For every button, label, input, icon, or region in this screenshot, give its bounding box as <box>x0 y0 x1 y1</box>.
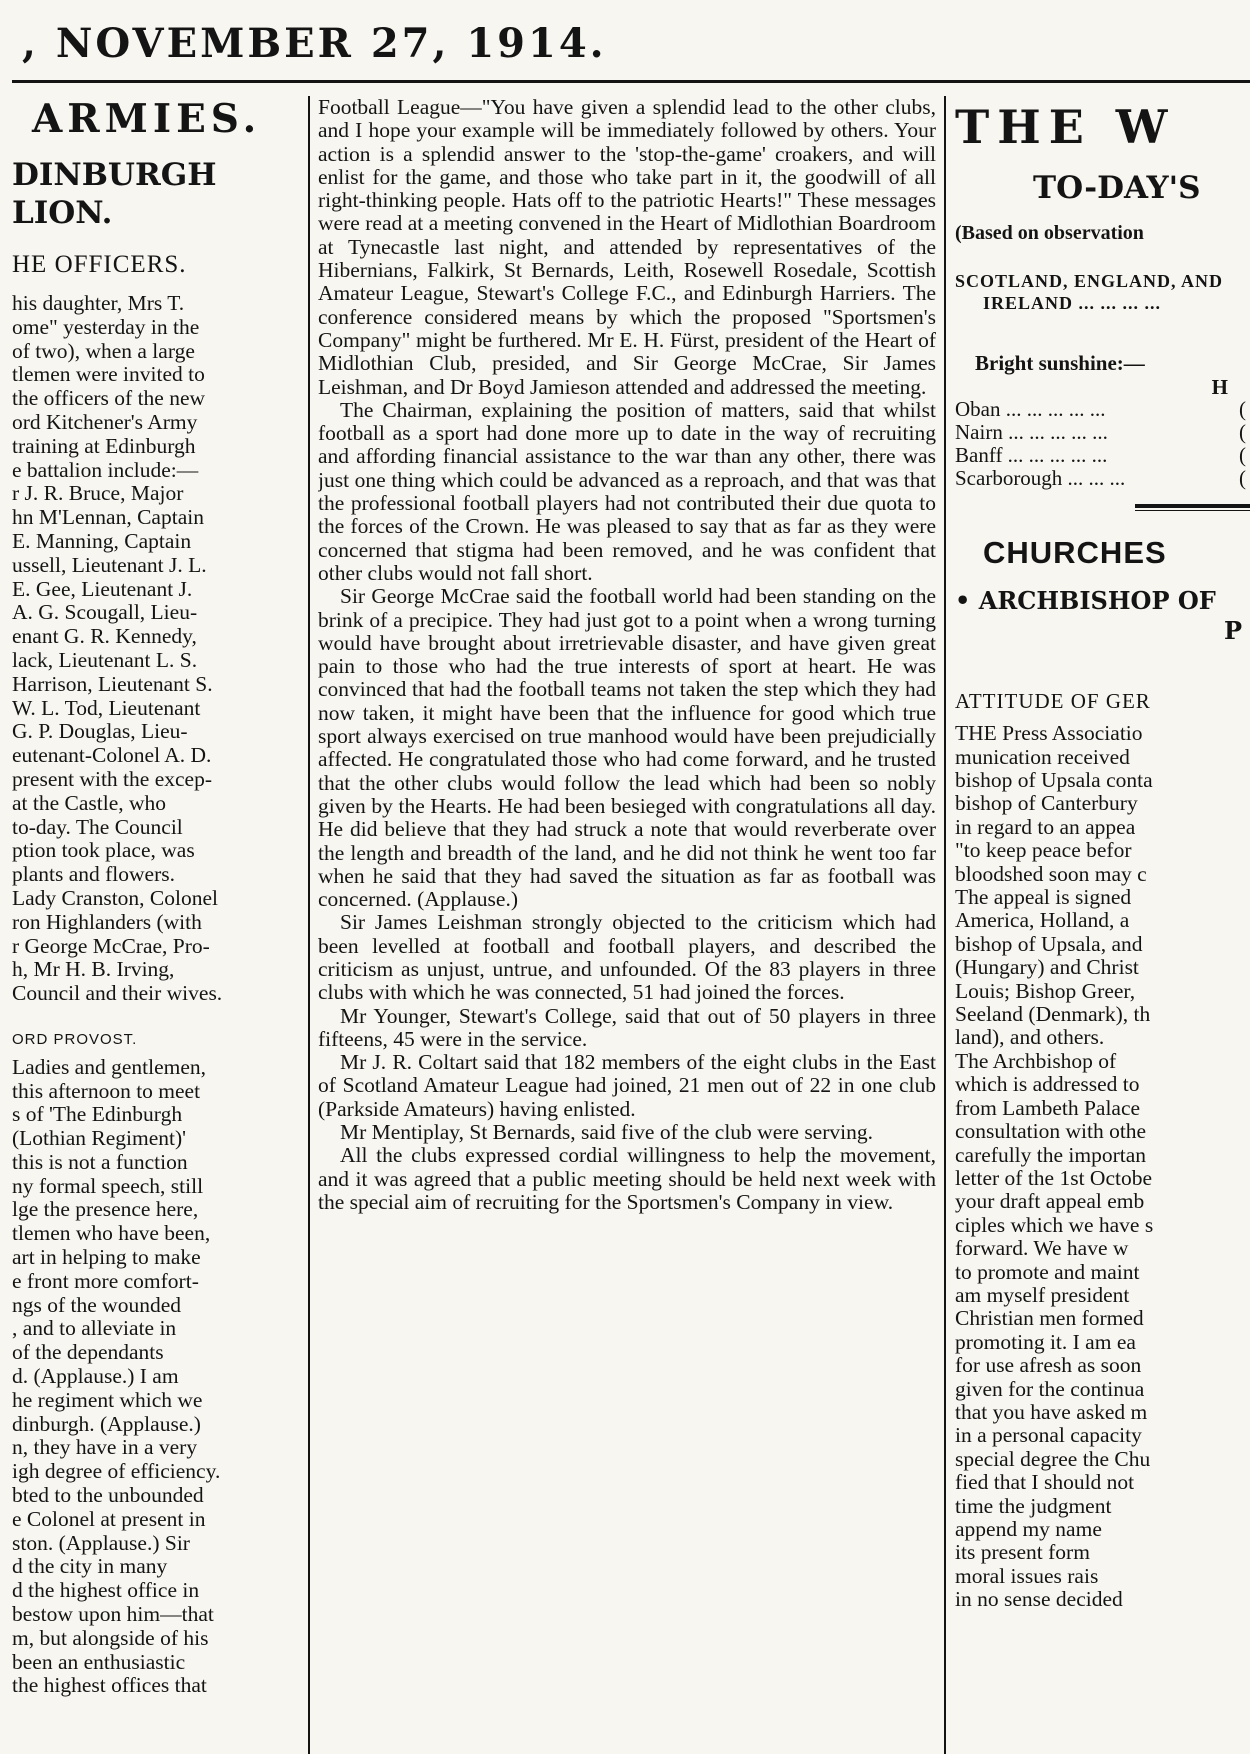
text-line: that you have asked m <box>955 1400 1148 1424</box>
text-line: this afternoon to meet <box>12 1079 201 1103</box>
text-line: bishop of Upsala conta <box>955 769 1153 792</box>
text-line: bted to the unbounded <box>12 1484 204 1508</box>
text-line: "to keep peace befor <box>955 839 1132 863</box>
text-line: carefully the importan <box>955 1143 1147 1167</box>
text-line: Lady Cranston, Colonel <box>12 886 219 910</box>
text-line: Council and their wives. <box>12 982 223 1006</box>
station-value: ( <box>1239 396 1246 421</box>
text-line: fied that I should not <box>955 1471 1135 1495</box>
lord-provost-subhead: ORD PROVOST. <box>12 1030 138 1048</box>
text-line: G. P. Douglas, Lieu- <box>12 720 188 744</box>
text-line: its present form <box>955 1541 1090 1565</box>
weather-station-row <box>955 421 1250 444</box>
header-rule <box>12 80 1250 83</box>
text-line: ny formal speech, still <box>12 1174 204 1198</box>
text-line: land), and others. <box>955 1026 1105 1050</box>
text-line: to promote and maint <box>955 1260 1140 1284</box>
station-name: Banff ... ... ... ... ... <box>955 443 1108 467</box>
article-paragraph: Mr Younger, Stewart's College, said that out of 50 players in three fifteens, 45 were in the service. <box>318 1003 936 1051</box>
text-line: igh degree of efficiency. <box>12 1460 221 1484</box>
text-line: which is addressed to <box>955 1073 1140 1097</box>
article-paragraph: The Chairman, explaining the position of matters, said that whilst football as a sport had done more up to date in the way of recruiting and affording financial assistance to the war than any other, there was just one thing which could be advanced as a reproach, and that was that the professional football players had not contributed their due quota to the forces of the Crown. He was pleased to say that as far as they were concerned that stigma had been removed, and he was confident that other clubs would not fall short. <box>318 397 936 585</box>
text-line: m, but alongside of his <box>12 1626 209 1650</box>
weather-headline: THE W <box>955 100 1176 154</box>
article-paragraph: Sir George McCrae said the football world had been standing on the brink of a precipice. They had just got to a point when a wrong turning would have brought about irretrievable disaster, and have given great pain to those who had the true interests of sport at heart. He was convinced that had the football teams not taken the step which they had now taken, it might have been that the influence for good which true sport always exercised on true manhood would have been prejudicially affected. He congratulated those who had come forward, and he trusted that the other clubs would follow the lead which had been so nobly given by the Hearts. He had been besieged with congratulations all day. He did believe that they had struck a note that would reverberate over the length and breadth of the land, and he did not think he went too far when he said that they had saved the situation as far as football was concerned. (Applause.) <box>318 584 936 912</box>
masthead <box>0 0 1250 84</box>
article-paragraph: Mr Mentiplay, St Bernards, said five of the club were serving. <box>340 1120 873 1145</box>
text-line: ption took place, was <box>12 839 195 863</box>
text-line: he regiment which we <box>12 1388 203 1412</box>
text-line: The appeal is signed <box>955 886 1132 910</box>
text-line: h, Mr H. B. Irving, <box>12 958 175 982</box>
text-line: America, Holland, a <box>955 909 1130 933</box>
text-line: append my name <box>955 1518 1102 1541</box>
text-line: , and to alleviate in <box>12 1317 177 1341</box>
column-armies <box>12 96 302 1754</box>
text-line: munication received <box>955 745 1130 769</box>
text-line: (Hungary) and Christ <box>955 956 1139 980</box>
text-line: Christian men formed <box>955 1307 1144 1331</box>
text-line: s of 'The Edinburgh <box>12 1103 183 1127</box>
text-line: from Lambeth Palace <box>955 1096 1141 1120</box>
station-value: ( <box>1239 419 1246 444</box>
text-line: in a personal capacity <box>955 1424 1142 1448</box>
text-line: e Colonel at present in <box>12 1507 206 1531</box>
text-line: bishop of Upsala, and <box>955 932 1143 956</box>
text-line: special degree the Chu <box>955 1447 1151 1471</box>
officers-article <box>12 292 302 1006</box>
text-line: at the Castle, who <box>12 791 167 815</box>
text-line: Harrison, Lieutenant S. <box>12 672 213 696</box>
text-line: in regard to an appea <box>955 815 1136 839</box>
text-line: r George McCrae, Pro- <box>12 934 210 958</box>
text-line: n, they have in a very <box>12 1436 198 1460</box>
text-line: e front more comfort- <box>12 1269 199 1293</box>
text-line: plants and flowers. <box>12 863 176 887</box>
armies-headline: ARMIES. <box>32 96 262 142</box>
text-line: to-day. The Council <box>12 815 183 839</box>
lord-provost-article <box>12 1056 302 1699</box>
text-line: the officers of the new <box>12 387 206 411</box>
weather-subhead: TO-DAY'S <box>1033 170 1201 206</box>
text-line: training at Edinburgh <box>12 434 196 458</box>
text-line: forward. We have w <box>955 1237 1129 1261</box>
text-line: lge the presence here, <box>12 1198 199 1222</box>
text-line: d. (Applause.) I am <box>12 1365 179 1389</box>
text-line: ciples which we have s <box>955 1213 1154 1237</box>
attitude-subhead: ATTITUDE OF GER <box>955 689 1151 714</box>
text-line: consultation with othe <box>955 1120 1147 1144</box>
text-line: am myself president <box>955 1283 1130 1307</box>
hours-column-label: H <box>1211 374 1228 399</box>
column-divider-1 <box>308 96 310 1754</box>
text-line: lack, Lieutenant L. S. <box>12 648 198 672</box>
text-line: d the highest office in <box>12 1579 200 1603</box>
text-line: of the dependants <box>12 1341 164 1365</box>
text-line: ston. (Applause.) Sir <box>12 1531 190 1555</box>
text-line: E. Manning, Captain <box>12 529 192 553</box>
text-line: this is not a function <box>12 1150 188 1174</box>
archbishop-headline: • ARCHBISHOP OF <box>955 586 1216 616</box>
text-line: in no sense decided <box>955 1588 1123 1612</box>
text-line: Ladies and gentlemen, <box>12 1055 207 1079</box>
text-line: ome" yesterday in the <box>12 315 200 339</box>
officers-subhead: HE OFFICERS. <box>12 251 187 278</box>
station-value: ( <box>1239 465 1246 490</box>
text-line: promoting it. I am ea <box>955 1330 1136 1354</box>
station-name: Nairn ... ... ... ... ... <box>955 420 1108 444</box>
text-line: time the judgment <box>955 1494 1112 1518</box>
text-line: present with the excep- <box>12 767 212 791</box>
text-line: THE Press Associatio <box>955 722 1143 746</box>
text-line: your draft appeal emb <box>955 1190 1145 1214</box>
weather-station-row <box>955 398 1250 421</box>
column-weather-churches <box>955 96 1250 1754</box>
text-line: enant G. R. Kennedy, <box>12 625 197 649</box>
text-line: ron Highlanders (with <box>12 910 202 934</box>
weather-station-row <box>955 444 1250 467</box>
text-line: eutenant-Colonel A. D. <box>12 744 212 768</box>
text-line: ussell, Lieutenant J. L. <box>12 553 207 577</box>
football-article <box>318 96 936 1214</box>
text-line: of two), when a large <box>12 339 195 363</box>
column-divider-2 <box>944 96 946 1754</box>
churches-headline: CHURCHES <box>983 534 1167 570</box>
station-name: Oban ... ... ... ... ... <box>955 397 1106 421</box>
text-line: bestow upon him—that <box>12 1603 214 1627</box>
article-paragraph: All the clubs expressed cordial willingness to help the movement, and it was agreed that a public meeting should be held next week with the special aim of recruiting for the Sportsmen's Company in view. <box>318 1143 936 1214</box>
column-football <box>318 96 936 1754</box>
text-line: dinburgh. (Applause.) <box>12 1412 201 1436</box>
text-line: art in helping to make <box>12 1246 201 1270</box>
weather-note: (Based on observation <box>955 222 1144 244</box>
text-line: ord Kitchener's Army <box>12 410 198 434</box>
weather-rule-thick <box>1135 504 1250 508</box>
text-line: (Lothian Regiment)' <box>12 1127 187 1151</box>
text-line: hn M'Lennan, Captain <box>12 506 204 530</box>
text-line: A. G. Scougall, Lieu- <box>12 601 198 625</box>
text-line: for use afresh as soon <box>955 1354 1142 1378</box>
article-paragraph: Mr J. R. Coltart said that 182 members of the eight clubs in the East of Scotland Amateur League had joined, 21 men out of 22 in one club (Parkside Amateurs) having enlisted. <box>318 1050 936 1121</box>
weather-region-line-2: IRELAND ... ... ... ... <box>983 292 1162 313</box>
edinburgh-headline: DINBURGH <box>12 157 217 193</box>
text-line: bloodshed soon may c <box>955 862 1147 886</box>
text-line: E. Gee, Lieutenant J. <box>12 577 193 601</box>
churches-article <box>955 722 1250 1611</box>
weather-region-line-1: SCOTLAND, ENGLAND, AND <box>955 270 1224 291</box>
weather-station-row <box>955 467 1250 490</box>
text-line: tlemen who have been, <box>12 1222 211 1246</box>
station-value: ( <box>1239 442 1246 467</box>
station-name: Scarborough ... ... ... <box>955 466 1126 490</box>
text-line: d the city in many <box>12 1555 168 1579</box>
text-line: his daughter, Mrs T. <box>12 292 185 315</box>
text-line: the highest offices that <box>12 1674 207 1698</box>
archbishop-subline: P <box>1223 616 1242 646</box>
text-line: bishop of Canterbury <box>955 792 1138 816</box>
weather-rule-thin <box>1135 510 1250 511</box>
text-line: r J. R. Bruce, Major <box>12 482 184 506</box>
text-line: letter of the 1st Octobe <box>955 1166 1153 1190</box>
text-line: The Archbishop of <box>955 1049 1117 1073</box>
text-line: e battalion include:— <box>12 458 199 482</box>
text-line: Seeland (Denmark), th <box>955 1003 1151 1027</box>
page-date-header: , NOVEMBER 27, 1914. <box>22 20 607 67</box>
text-line: W. L. Tod, Lieutenant <box>12 696 201 720</box>
text-line: moral issues rais <box>955 1564 1099 1588</box>
weather-station-table <box>955 398 1250 490</box>
text-line: ngs of the wounded <box>12 1293 181 1317</box>
article-paragraph: Sir James Leishman strongly objected to the criticism which had been levelled at football and football players, and described the criticism as unjust, untrue, and unfounded. Of the 83 players in three clubs with which he was connected, 51 had joined the forces. <box>318 910 936 1005</box>
text-line: Louis; Bishop Greer, <box>955 979 1136 1003</box>
text-line: tlemen were invited to <box>12 363 205 387</box>
text-line: been an enthusiastic <box>12 1650 186 1674</box>
bright-sunshine-label: Bright sunshine:— <box>975 350 1145 375</box>
battalion-headline: LION. <box>12 195 113 231</box>
article-paragraph: Football League—"You have given a splendid lead to the other clubs, and I hope your example will be immediately followed by others. Your action is a splendid answer to the 'stop-the-game' croakers, and will enlist for the game, and those who take part in it, the goodwill of all right-thinking people. Hats off to the patriotic Hearts!" These messages were read at a meeting convened in the Heart of Midlothian Boardroom at Tynecastle last night, and attended by representatives of the Hibernians, Falkirk, St Bernards, Leith, Rosewell Rosedale, Scottish Amateur League, Stewart's College F.C., and Edinburgh Harriers. The conference considered means by which the proposed "Sportsmen's Company" might be furthered. Mr E. H. Fürst, president of the Heart of Midlothian Club, presided, and Sir George McCrae, Sir James Leishman, and Dr Boyd Jamieson attended and addressed the meeting. <box>318 96 936 399</box>
text-line: given for the continua <box>955 1377 1145 1401</box>
